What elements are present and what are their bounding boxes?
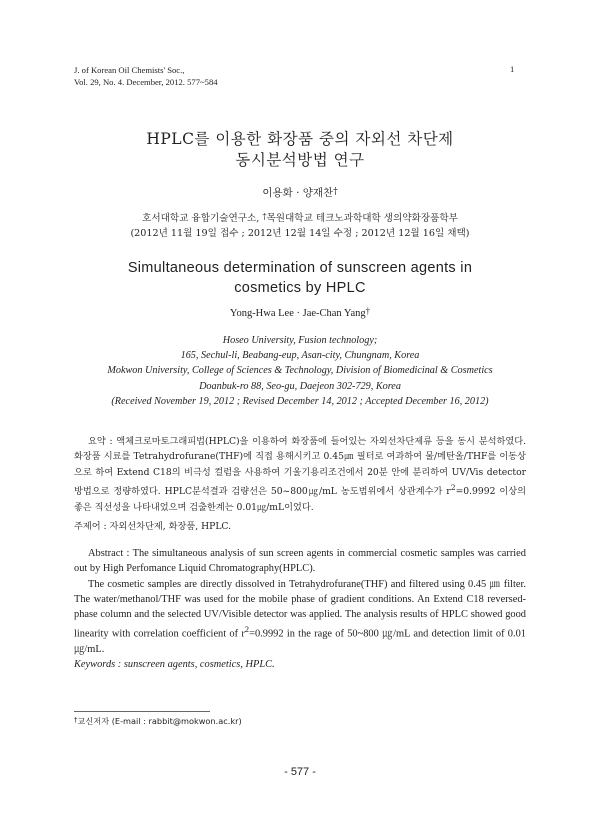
- english-abstract-para1: Abstract : The simultaneous analysis of sun screen agents in commercial cosmetic samples was carried out by High Perfomance Liquid Chromatography(HPLC).: [74, 548, 526, 575]
- english-keywords: Keywords : sunscreen agents, cosmetics, HPLC.: [74, 659, 275, 670]
- folio: - 577 -: [284, 766, 316, 778]
- page-number: 1: [510, 64, 515, 74]
- dagger-mark: †: [333, 187, 338, 197]
- english-abstract-part2: =0.9992 in the rage of 50~800 ㎍/mL and detection limit of 0.01 ㎍/mL.: [74, 628, 526, 656]
- english-dates: (Received November 19, 2012 ; Revised December 14, 2012 ; Accepted December 16, 2012): [111, 395, 489, 407]
- english-abstract: [74, 546, 526, 658]
- dagger-mark: †: [74, 716, 78, 724]
- korean-abstract: [74, 434, 526, 515]
- dagger-mark: †: [365, 306, 371, 316]
- korean-authors: [40, 185, 560, 200]
- korean-title-line1: HPLC를 이용한 화장품 중의 자외선 차단제: [146, 130, 454, 148]
- korean-title-line2: 동시분석방법 연구: [235, 151, 365, 169]
- superscript: 2: [244, 624, 250, 635]
- english-abstract-para2: [74, 577, 526, 658]
- korean-abstract-text: [74, 434, 526, 515]
- korean-affiliation-hoseo: 호서대학교 융합기술연구소,: [142, 213, 260, 224]
- english-title: [40, 258, 560, 298]
- english-abstract-part1: The cosmetic samples are directly dissolved in Tetrahydrofurane(THF) and filtered using 0.45 ㎛ filter. The water/methanol/THF was used for the mobile phase of gradient conditions. An Extend C18 reversed-phase column and the selected UV/Visible detector was applied. The analysis results of HPLC showed good linearity with correlation coefficient of r: [74, 578, 526, 640]
- journal-volume: Vol. 29, No. 4. December, 2012. 577~584: [74, 77, 218, 87]
- korean-affiliation: [40, 209, 560, 241]
- korean-affiliation-line: [40, 209, 560, 226]
- english-author-names: Yong-Hwa Lee · Jae-Chan Yang: [229, 308, 366, 319]
- corresponding-author: 교신저자 (E-mail : rabbit@mokwon.ac.kr): [77, 716, 242, 726]
- korean-abstract-part1: 요약 : 액체크로마토그래피법(HPLC)을 이용하여 화장품에 들어있는 자외선차단제류 등을 동시 분석하였다. 화장품 시료를 Tetrahydrofurane(THF)에 직접 용해시키고 0.45㎛ 필터로 여과하여 물/메탄올/THF를 이동상으로 하여 Extend C18의 비극성 컬럼을 사용하여 기울기용리조건에서 20분 안에 분리하여 UV/Vis detector방법으로 정량하였다. HPLC분석결과 검량선은 50~800㎍/mL 농도범위에서 상관계수가 r: [74, 436, 526, 498]
- english-affiliation-line: Hoseo University, Fusion technology;: [222, 335, 378, 346]
- english-affiliation-line: Doanbuk-ro 88, Seo-gu, Daejeon 302-729, Korea: [199, 380, 401, 392]
- english-authors: [40, 306, 560, 319]
- superscript: 2: [450, 483, 456, 493]
- english-affiliation-line: Mokwon University, College of Sciences & Technology, Division of Biomedicinal & Cosmetics: [107, 365, 493, 377]
- korean-keywords: 주제어 : 자외선차단제, 화장품, HPLC.: [74, 521, 232, 532]
- korean-author-names: 이용화 · 양재찬: [262, 187, 334, 199]
- korean-dates: (2012년 11월 19일 접수 ; 2012년 12월 14일 수정 ; 2012년 12월 16일 채택): [130, 228, 470, 239]
- english-affiliation-line: 165, Sechul-li, Beabang-eup, Asan-city, Chungnam, Korea: [180, 350, 420, 362]
- journal-header: [74, 64, 218, 88]
- english-affiliation: [40, 333, 560, 409]
- korean-affiliation-mokwon: 목원대학교 테크노과학대학 생의약화장품학부: [266, 213, 458, 224]
- journal-name: J. of Korean Oil Chemists' Soc.,: [74, 65, 185, 75]
- dagger-mark: †: [262, 211, 267, 221]
- footnote-rule: [74, 711, 210, 712]
- korean-abstract-part2: =0.9992 이상의 좋은 직선성을 나타내었으며 검출한계는 0.01㎍/mL이었다.: [74, 486, 526, 513]
- footnote: [74, 716, 242, 727]
- english-title-line2: cosmetics by HPLC: [234, 280, 366, 296]
- korean-title: [40, 129, 560, 171]
- english-title-line1: Simultaneous determination of sunscreen agents in: [127, 260, 473, 276]
